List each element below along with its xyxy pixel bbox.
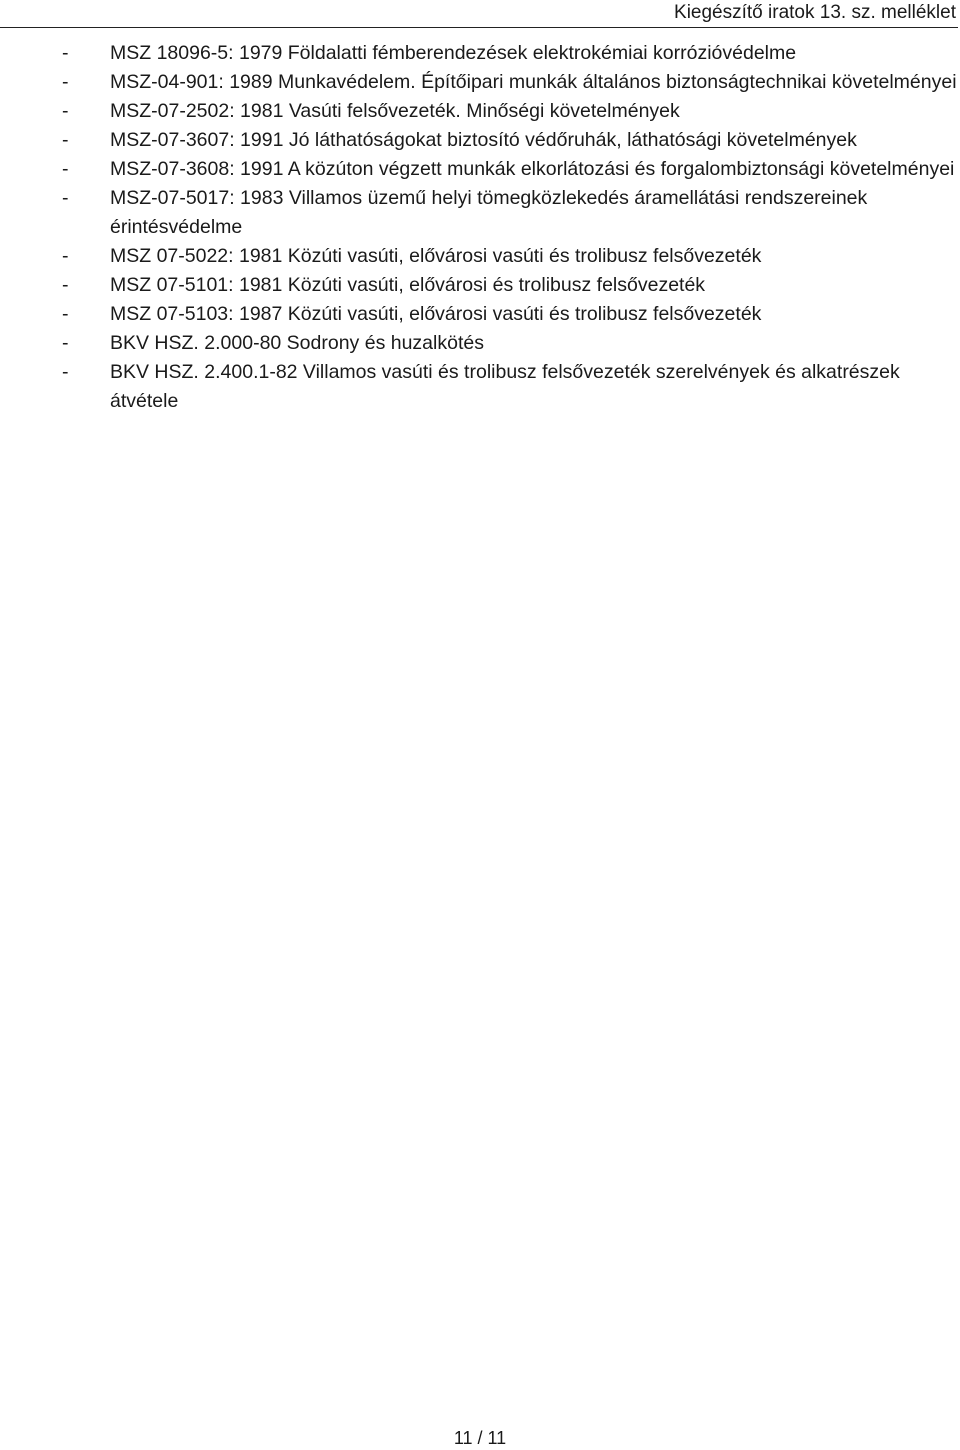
list-bullet: - bbox=[62, 42, 69, 64]
list-bullet: - bbox=[62, 361, 69, 383]
list-item bbox=[62, 300, 957, 329]
list-item-text: MSZ-07-3608: 1991 A közúton végzett munkák elkorlátozási és forgalombiztonsági követelményei bbox=[110, 158, 955, 180]
list-bullet: - bbox=[62, 158, 69, 180]
list-item bbox=[62, 184, 957, 242]
list-item-text: MSZ 07-5101: 1981 Közúti vasúti, elővárosi és trolibusz felsővezeték bbox=[110, 274, 706, 296]
list-item-text: MSZ-07-3607: 1991 Jó láthatóságokat biztosító védőruhák, láthatósági követelmények bbox=[110, 129, 857, 151]
list-item bbox=[62, 68, 957, 97]
list-item-text: MSZ-07-2502: 1981 Vasúti felsővezeték. Minőségi követelmények bbox=[110, 100, 680, 122]
header-title: Kiegészítő iratok 13. sz. melléklet bbox=[674, 2, 956, 23]
list-item bbox=[62, 242, 957, 271]
list-item-text: BKV HSZ. 2.000-80 Sodrony és huzalkötés bbox=[110, 332, 484, 354]
list-bullet: - bbox=[62, 100, 69, 122]
list-bullet: - bbox=[62, 303, 69, 325]
list-item-text: MSZ 07-5103: 1987 Közúti vasúti, elővárosi vasúti és trolibusz felsővezeték bbox=[110, 303, 762, 325]
list-item bbox=[62, 39, 957, 68]
page-footer bbox=[0, 1426, 960, 1450]
list-item bbox=[62, 97, 957, 126]
list-item-text: MSZ-07-5017: 1983 Villamos üzemű helyi tömegközlekedés áramellátási rendszereinek érintésvédelme bbox=[110, 187, 868, 238]
page-header bbox=[0, 0, 958, 28]
list-bullet: - bbox=[62, 332, 69, 354]
list-item-text: MSZ 07-5022: 1981 Közúti vasúti, elővárosi vasúti és trolibusz felsővezeték bbox=[110, 245, 762, 267]
list-item-text: BKV HSZ. 2.400.1-82 Villamos vasúti és trolibusz felsővezeték szerelvények és alkatrészek átvétele bbox=[110, 361, 900, 412]
list-item-text: MSZ 18096-5: 1979 Földalatti fémberendezések elektrokémiai korrózióvédelme bbox=[110, 42, 797, 64]
list-bullet: - bbox=[62, 187, 69, 209]
page-number: 11 / 11 bbox=[453, 1428, 507, 1448]
list-item-text: MSZ-04-901: 1989 Munkavédelem. Építőipari munkák általános biztonságtechnikai követelményei bbox=[110, 71, 957, 93]
list-item bbox=[62, 155, 957, 184]
list-bullet: - bbox=[62, 71, 69, 93]
list-bullet: - bbox=[62, 129, 69, 151]
list-bullet: - bbox=[62, 245, 69, 267]
list-bullet: - bbox=[62, 274, 69, 296]
list-item bbox=[62, 358, 957, 416]
list-item bbox=[62, 271, 957, 300]
list-item bbox=[62, 126, 957, 155]
standards-list bbox=[62, 39, 957, 416]
list-item bbox=[62, 329, 957, 358]
